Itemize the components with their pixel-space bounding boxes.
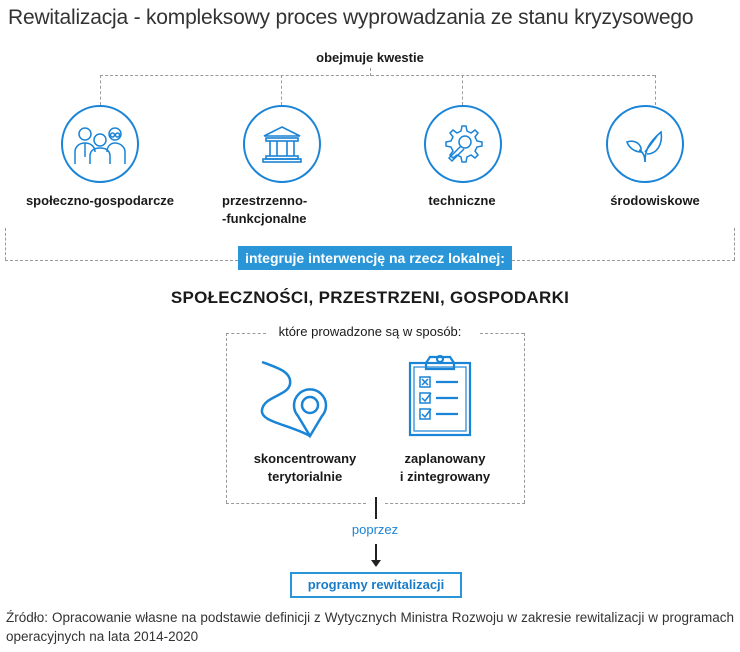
category-circle (61, 105, 139, 183)
clipboard-checklist-icon (408, 355, 472, 437)
bracket-right (734, 228, 735, 260)
targets-heading: SPOŁECZNOŚCI, PRZESTRZENI, GOSPODARKI (170, 288, 570, 307)
people-icon (73, 122, 127, 166)
integration-banner: integruje interwencję na rzecz lokalnej: (238, 246, 512, 270)
bracket-bottom-left (5, 260, 238, 261)
connector-center (370, 68, 371, 76)
leaf-icon (623, 122, 667, 166)
gear-wrench-icon (441, 122, 485, 166)
route-pin-icon (258, 360, 338, 440)
box-bottom-right (385, 503, 525, 504)
connector-v1 (100, 75, 101, 105)
category-label: społeczno-gospodarcze (25, 193, 175, 208)
bracket-left (5, 228, 6, 260)
box-bottom-left (226, 503, 366, 504)
connector-v2 (281, 75, 282, 105)
connector-top (100, 75, 655, 76)
programs-box: programy rewitalizacji (290, 572, 462, 598)
connector-v4 (655, 75, 656, 105)
category-label: techniczne (428, 193, 496, 208)
box-left (226, 333, 227, 503)
category-circle (424, 105, 502, 183)
box-right (524, 333, 525, 503)
arrow-head-icon (371, 560, 381, 568)
bracket-bottom-right (512, 260, 735, 261)
category-circle (606, 105, 684, 183)
covers-label: obejmuje kwestie (316, 50, 424, 65)
through-label: poprzez (351, 522, 399, 537)
manner-label: które prowadzone są w sposób: (278, 324, 462, 339)
connector-v3 (462, 75, 463, 105)
building-icon (260, 124, 304, 164)
category-label: środowiskowe (610, 193, 700, 208)
page-title: Rewitalizacja - kompleksowy proces wyprowadzania ze stanu kryzysowego (8, 6, 694, 29)
manner-label-territorial: skoncentrowany terytorialnie (253, 451, 357, 484)
manner-label-integrated: zaplanowany i zintegrowany (399, 451, 491, 484)
category-circle (243, 105, 321, 183)
source-note: Źródło: Opracowanie własne na podstawie definicji z Wytycznych Ministra Rozwoju w zakresie rewitalizacji w programach operacyjnych na lata 2014-2020 (6, 610, 734, 644)
category-label: przestrzenno- -funkcjonalne (222, 193, 308, 226)
arrow-line-top (375, 497, 377, 519)
